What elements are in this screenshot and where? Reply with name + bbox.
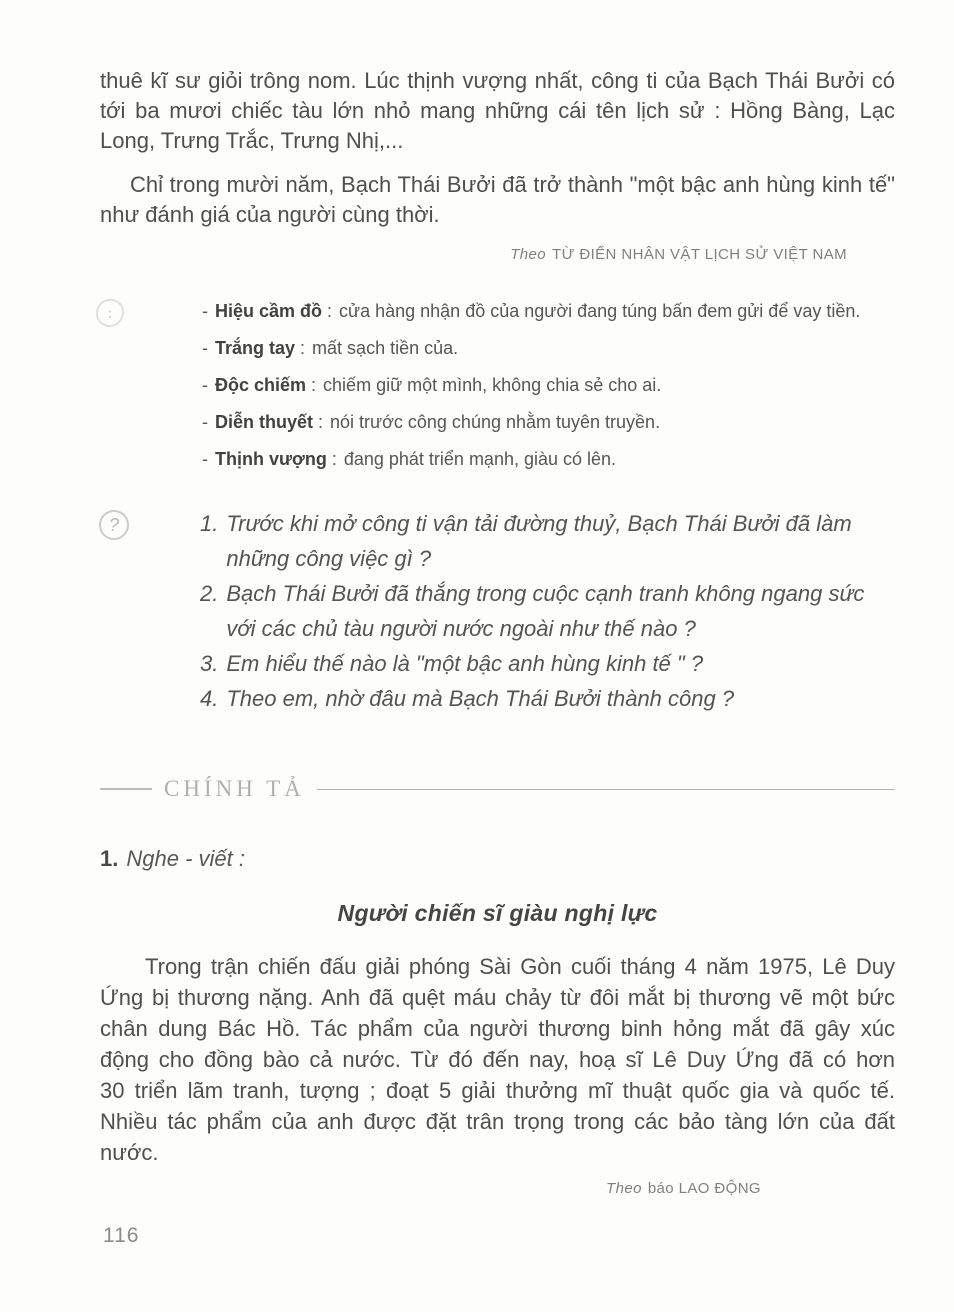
glossary-term: Độc chiếm	[215, 375, 307, 395]
question-number: 4.	[200, 686, 219, 711]
glossary-bullet: -	[202, 449, 208, 469]
section-heading: CHÍNH TẢ	[164, 776, 305, 801]
glossary-item	[202, 404, 895, 441]
question-icon-glyph: ?	[108, 514, 119, 535]
questions-section	[100, 506, 895, 716]
attribution-source: báo LAO ĐỘNG	[647, 1180, 761, 1197]
exercise-number: 1.	[100, 846, 119, 871]
glossary-icon	[96, 299, 124, 327]
question-number: 2.	[200, 581, 219, 606]
exercise-line	[100, 846, 895, 872]
glossary-definition: mất sạch tiền của.	[312, 338, 459, 358]
divider-rule-left	[100, 788, 152, 790]
glossary-separator: :	[327, 301, 333, 321]
dictation-attribution	[100, 1180, 895, 1197]
question-text: Trước khi mở công ti vận tải đường thuỷ, Bạch Thái Bưởi đã làm những công việc gì ?	[226, 511, 852, 571]
question-text: Bạch Thái Bưởi đã thắng trong cuộc cạnh tranh không ngang sức với các chủ tàu người nước ngoài như thế nào ?	[226, 581, 865, 641]
glossary-term: Diễn thuyết	[215, 412, 314, 432]
glossary-item	[202, 441, 895, 478]
question-number: 1.	[200, 511, 219, 536]
question-item	[200, 646, 895, 681]
glossary-definition: đang phát triển mạnh, giàu có lên.	[343, 449, 617, 469]
reading-attribution	[100, 246, 895, 263]
dictation-title: Người chiến sĩ giàu nghị lực	[337, 900, 658, 926]
question-item	[200, 506, 895, 576]
glossary-separator: :	[300, 338, 306, 358]
glossary-bullet: -	[202, 338, 208, 358]
dictation-body: Trong trận chiến đấu giải phóng Sài Gòn cuối tháng 4 năm 1975, Lê Duy Ứng bị thương nặng. Anh đã quệt máu chảy từ đôi mắt bị thương vẽ một bức chân dung Bác Hồ. Tác phẩm của người thương binh hỏng mắt đã gây xúc động cho đồng bào cả nước. Từ đó đến nay, hoạ sĩ Lê Duy Ứng đã có hơn 30 triển lãm tranh, tượng ; đoạt 5 giải thưởng mĩ thuật quốc gia và quốc tế. Nhiều tác phẩm của anh được đặt trân trọng trong các bảo tàng lớn của đất nước.	[100, 954, 895, 1165]
question-number: 3.	[200, 651, 219, 676]
glossary-definition: chiếm giữ một mình, không chia sẻ cho ai.	[323, 375, 662, 395]
glossary-item	[202, 330, 895, 367]
attribution-source: TỪ ĐIỂN NHÂN VẬT LỊCH SỬ VIỆT NAM	[552, 246, 847, 263]
glossary-term: Thịnh vượng	[215, 449, 327, 469]
glossary-bullet: -	[202, 412, 208, 432]
question-text: Em hiểu thế nào là "một bậc anh hùng kinh tế " ?	[226, 651, 704, 676]
glossary-term: Trắng tay	[215, 338, 296, 358]
divider-rule-right	[317, 789, 895, 790]
page-number: 116	[103, 1224, 140, 1247]
glossary-separator: :	[331, 449, 337, 469]
glossary-bullet: -	[202, 301, 208, 321]
question-text: Theo em, nhờ đâu mà Bạch Thái Bưởi thành công ?	[226, 686, 735, 711]
attribution-prefix: Theo	[510, 246, 547, 263]
glossary-icon-glyph: :	[107, 304, 113, 322]
attribution-prefix: Theo	[606, 1180, 642, 1197]
reading-paragraph-2: Chỉ trong mười năm, Bạch Thái Bưởi đã trở thành "một bậc anh hùng kinh tế" như đánh giá của người cùng thời.	[100, 172, 895, 227]
question-item	[200, 681, 895, 716]
glossary-separator: :	[318, 412, 324, 432]
glossary-bullet: -	[202, 375, 208, 395]
glossary-item	[202, 367, 895, 404]
question-icon	[99, 510, 129, 540]
glossary-definition: nói trước công chúng nhằm tuyên truyền.	[330, 412, 661, 432]
glossary-definition: cửa hàng nhận đồ của người đang túng bấn đem gửi để vay tiền.	[339, 301, 861, 321]
question-item	[200, 576, 895, 646]
section-divider	[100, 776, 895, 802]
glossary-term: Hiệu cầm đồ	[215, 301, 323, 321]
reading-paragraph-1: thuê kĩ sư giỏi trông nom. Lúc thịnh vượng nhất, công ti của Bạch Thái Bưởi có tới ba mươi chiếc tàu lớn nhỏ mang những cái tên lịch sử : Hồng Bàng, Lạc Long, Trưng Trắc, Trưng Nhị,...	[100, 68, 895, 153]
glossary-item	[202, 293, 895, 330]
glossary-separator: :	[311, 375, 317, 395]
exercise-label: Nghe - viết :	[126, 846, 245, 871]
glossary-section	[100, 293, 895, 478]
